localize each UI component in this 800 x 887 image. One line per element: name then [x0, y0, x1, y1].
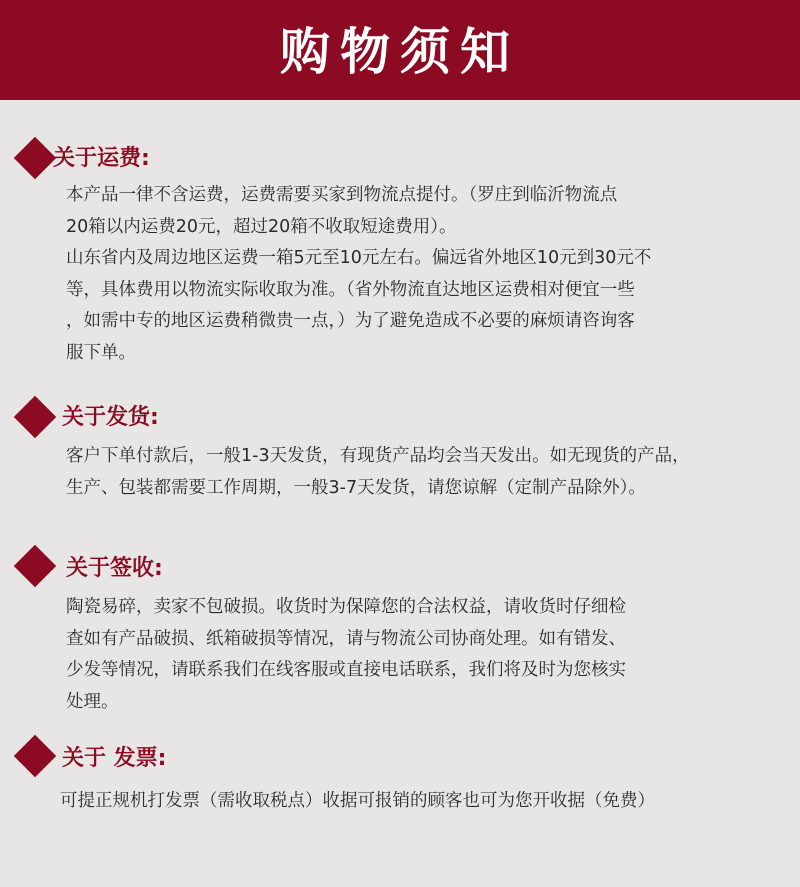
section-title-delivery: 关于发货: — [62, 405, 159, 430]
section-body-invoice — [60, 786, 655, 818]
text-line: 可提正规机打发票（需收取税点）收据可报销的顾客也可为您开收据（免费） — [60, 791, 655, 811]
text-line: 本产品一律不含运费，运费需要买家到物流点提付。（罗庄到临沂物流点 — [66, 185, 618, 205]
diamond-bullet-icon — [14, 735, 56, 777]
section-body-delivery — [66, 441, 690, 504]
text-line: 等，具体费用以物流实际收取为准。（省外物流直达地区运费相对便宜一些 — [66, 279, 635, 300]
text-line: 查如有产品破损、纸箱破损等情况，请与物流公司协商处理。如有错发、 — [66, 628, 626, 649]
header-banner — [0, 0, 800, 100]
section-title-sign-receipt: 关于签收: — [66, 556, 163, 581]
diamond-bullet-icon — [14, 137, 56, 179]
text-line: 少发等情况，请联系我们在线客服或直接电话联系，我们将及时为您核实 — [66, 660, 626, 680]
text-line: ，如需中专的地区运费稍微贵一点，）为了避免造成不必要的麻烦请咨询客 — [66, 311, 635, 331]
text-line: 处理。 — [66, 691, 119, 712]
text-line: 20箱以内运费20元，超过20箱不收取短途费用）。 — [66, 216, 457, 237]
text-line: 陶瓷易碎，卖家不包破损。收货时为保障您的合法权益，请收货时仔细检 — [66, 597, 626, 617]
text-line: 服下单。 — [66, 342, 136, 363]
section-body-shipping-fee — [66, 180, 651, 369]
text-line: 客户下单付款后，一般1-3天发货，有现货产品均会当天发出。如无现货的产品， — [66, 446, 690, 466]
section-title-shipping-fee: 关于运费: — [53, 146, 150, 171]
section-title-invoice: 关于 发票: — [62, 746, 167, 771]
section-body-sign-receipt — [66, 592, 626, 718]
diamond-bullet-icon — [14, 396, 56, 438]
page-title: 购物须知 — [280, 23, 520, 81]
diamond-bullet-icon — [14, 545, 56, 587]
text-line: 山东省内及周边地区运费一箱5元至10元左右。偏远省外地区10元到30元不 — [66, 248, 652, 268]
text-line: 生产、包装都需要工作周期，一般3-7天发货，请您谅解（定制产品除外）。 — [66, 477, 646, 498]
